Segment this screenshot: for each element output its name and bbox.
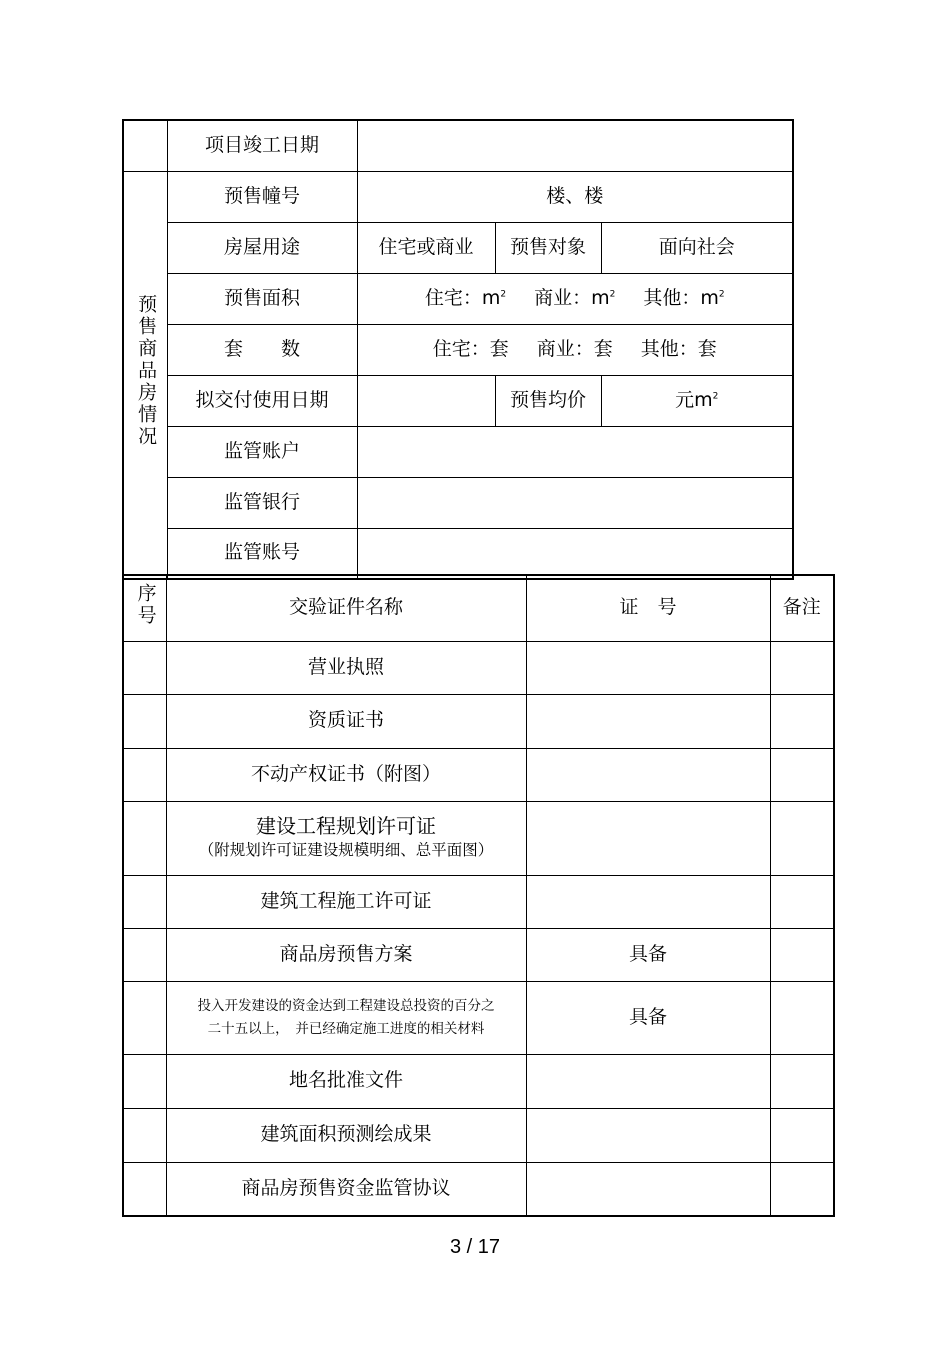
completion-date-label: 项目竣工日期 <box>167 120 357 171</box>
page-indicator: 3 / 17 <box>449 1236 501 1258</box>
account-number-label: 监管账号 <box>167 528 357 579</box>
header-remark: 备注 <box>770 575 834 641</box>
document-number <box>526 801 770 875</box>
document-name: 商品房预售方案 <box>166 928 526 981</box>
row-index <box>123 801 166 875</box>
table-row <box>123 748 834 801</box>
area-commercial: 商业：m <box>534 286 610 309</box>
units-commercial: 商业：套 <box>536 337 613 360</box>
price-unit: 元m <box>675 388 713 411</box>
account-number-value <box>357 528 793 579</box>
price-value <box>601 375 793 426</box>
blank-cell <box>123 120 167 171</box>
document-remark <box>770 641 834 694</box>
row-index <box>123 928 166 981</box>
row-index <box>123 1162 166 1216</box>
target-label: 预售对象 <box>495 222 601 273</box>
building-value: 楼、楼 <box>357 171 793 222</box>
units-value <box>357 324 793 375</box>
header-number: 证 号 <box>526 575 770 641</box>
bank-label: 监管银行 <box>167 477 357 528</box>
document-remark <box>770 748 834 801</box>
document-name: 资质证书 <box>166 694 526 748</box>
area-label: 预售面积 <box>167 273 357 324</box>
target-value: 面向社会 <box>601 222 793 273</box>
table-row <box>123 875 834 928</box>
document-remark <box>770 1108 834 1162</box>
document-remark <box>770 694 834 748</box>
table-row <box>123 1054 834 1108</box>
document-name: 不动产权证书（附图） <box>166 748 526 801</box>
price-label: 预售均价 <box>495 375 601 426</box>
row-index <box>123 748 166 801</box>
document-name-cell <box>166 801 526 875</box>
document-remark <box>770 875 834 928</box>
document-name: 商品房预售资金监管协议 <box>166 1162 526 1216</box>
presale-section-label <box>123 171 167 579</box>
document-number <box>526 1162 770 1216</box>
usage-value: 住宅或商业 <box>357 222 495 273</box>
document-number <box>526 875 770 928</box>
document-name-cell <box>166 981 526 1054</box>
document-remark <box>770 801 834 875</box>
table-row <box>123 1108 834 1162</box>
document-remark <box>770 928 834 981</box>
area-superscript: 2 <box>609 289 616 300</box>
area-superscript: 2 <box>500 289 507 300</box>
row-index <box>123 694 166 748</box>
table-row <box>123 694 834 748</box>
completion-date-value <box>357 120 793 171</box>
document-name: 投入开发建设的资金达到工程建设总投资的百分之二十五以上， 并已经确定施工进度的相关材料 <box>197 998 495 1037</box>
document-name-sub: （附规划许可证建设规模明细、总平面图） <box>198 841 494 860</box>
document-remark <box>770 981 834 1054</box>
row-index <box>123 1054 166 1108</box>
documents-table <box>122 574 835 1217</box>
account-label: 监管账户 <box>167 426 357 477</box>
table-row <box>123 928 834 981</box>
bank-value <box>357 477 793 528</box>
document-remark <box>770 1162 834 1216</box>
account-value <box>357 426 793 477</box>
area-other: 其他：m <box>643 286 719 309</box>
table-row <box>123 981 834 1054</box>
document-number <box>526 1108 770 1162</box>
row-index <box>123 1108 166 1162</box>
document-name: 地名批准文件 <box>166 1054 526 1108</box>
row-index <box>123 981 166 1054</box>
document-name: 建筑工程施工许可证 <box>166 875 526 928</box>
document-number <box>526 641 770 694</box>
header-index-text: 序号 <box>134 582 157 627</box>
usage-label: 房屋用途 <box>167 222 357 273</box>
document-number: 具备 <box>526 981 770 1054</box>
units-other: 其他：套 <box>640 337 717 360</box>
building-label: 预售幢号 <box>167 171 357 222</box>
header-name: 交验证件名称 <box>166 575 526 641</box>
units-label: 套 数 <box>167 324 357 375</box>
area-value <box>357 273 793 324</box>
area-residential: 住宅：m <box>424 286 501 309</box>
document-name: 营业执照 <box>166 641 526 694</box>
row-index <box>123 875 166 928</box>
area-superscript: 2 <box>718 289 725 300</box>
units-residential: 住宅：套 <box>432 337 509 360</box>
table-row <box>123 641 834 694</box>
header-index <box>123 575 166 641</box>
price-superscript: 2 <box>712 391 719 402</box>
delivery-value <box>357 375 495 426</box>
table-row <box>123 801 834 875</box>
presale-section-text: 预售商品房情况 <box>135 294 158 449</box>
row-index <box>123 641 166 694</box>
document-remark <box>770 1054 834 1108</box>
presale-info-table <box>122 119 794 580</box>
document-number <box>526 694 770 748</box>
document-number <box>526 1054 770 1108</box>
document-number: 具备 <box>526 928 770 981</box>
document-name: 建筑面积预测绘成果 <box>166 1108 526 1162</box>
document-name: 建设工程规划许可证 <box>256 814 436 839</box>
document-number <box>526 748 770 801</box>
delivery-label: 拟交付使用日期 <box>167 375 357 426</box>
table-row <box>123 1162 834 1216</box>
